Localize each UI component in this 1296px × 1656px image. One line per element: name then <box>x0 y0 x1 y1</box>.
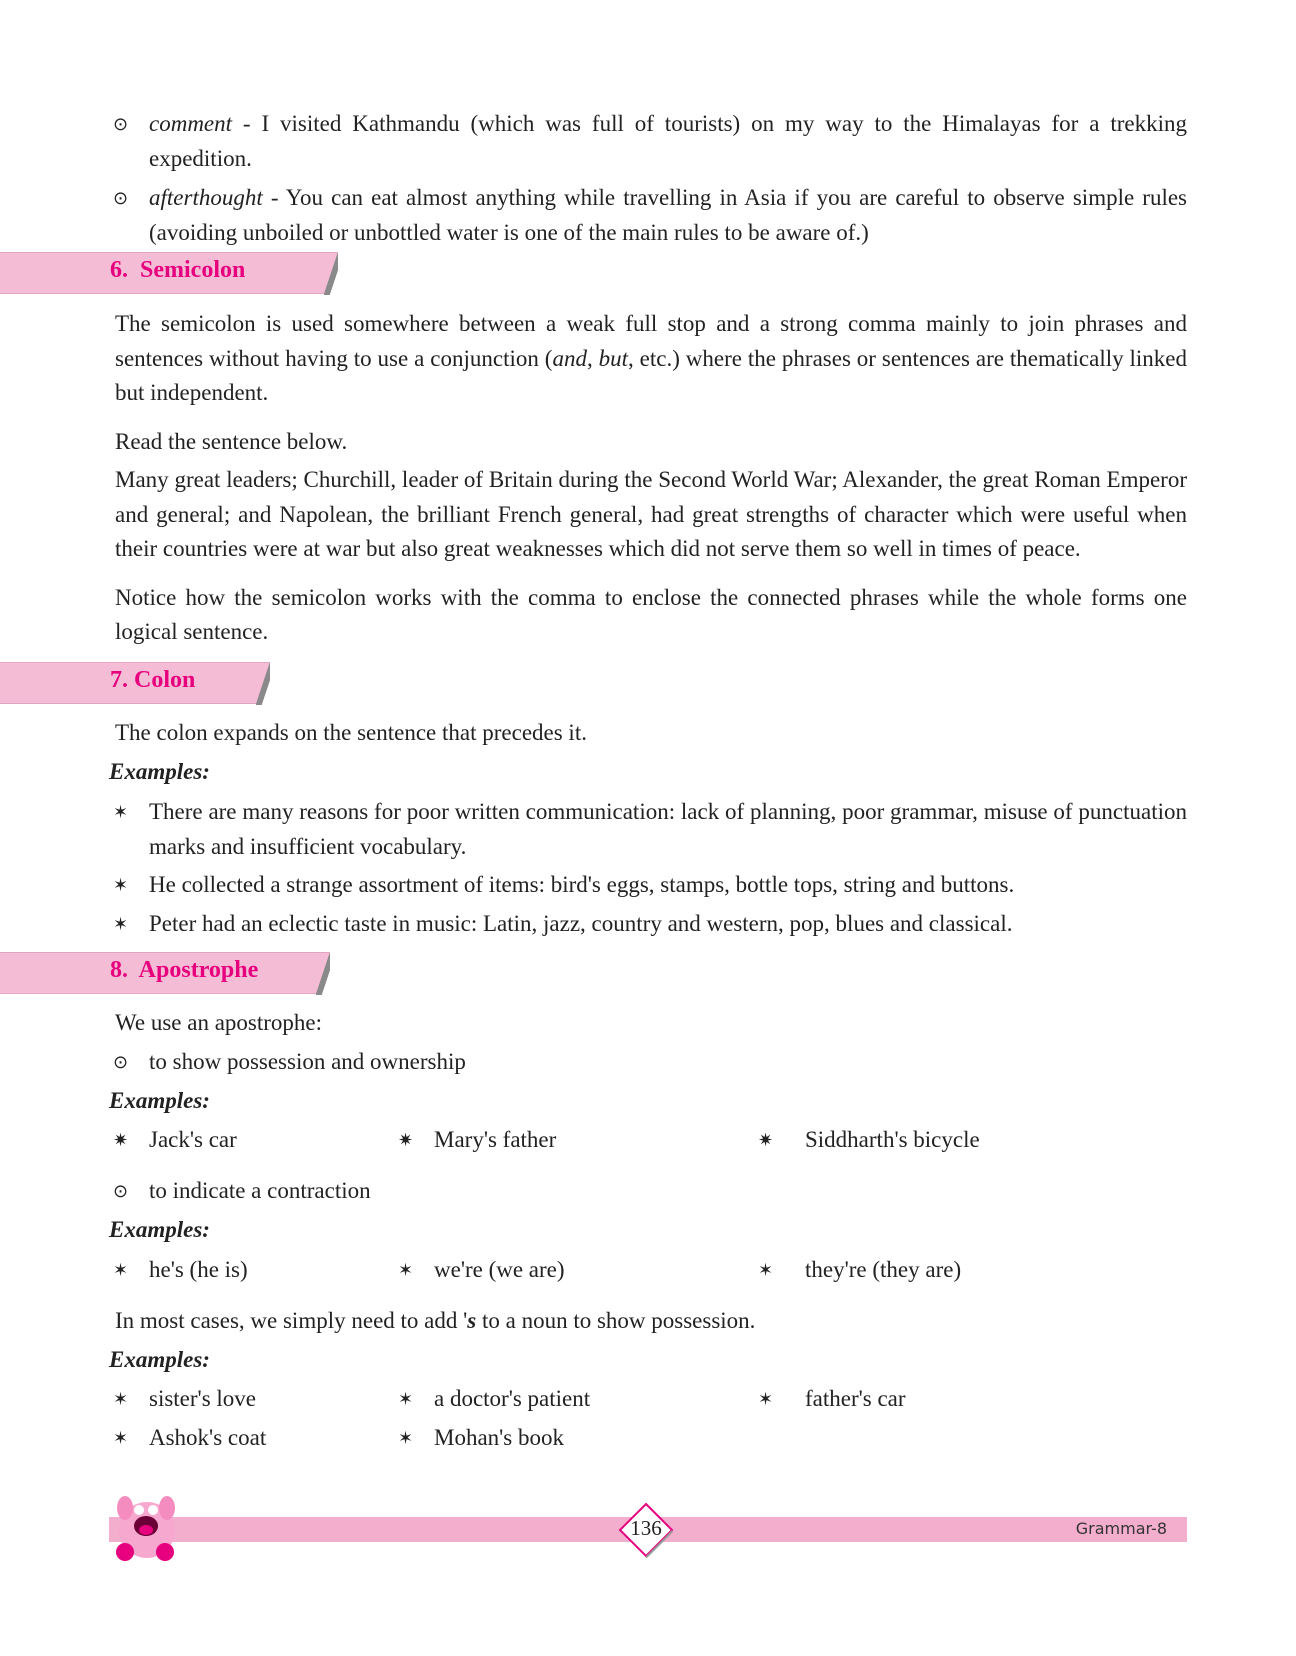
examples-row <box>113 1421 1296 1455</box>
read-instruction: Read the sentence below. <box>115 428 348 454</box>
heading-slant <box>324 253 338 295</box>
example: Mary's father <box>434 1127 557 1152</box>
examples-row <box>113 1123 1296 1157</box>
use-text: to show possession and ownership <box>149 1048 466 1074</box>
bullet-text: - I visited Kathmandu (which was full of tourists) on my way to the Himalayas for a trekking expedition. <box>149 111 1187 171</box>
t: and <box>552 345 587 371</box>
t: , <box>586 345 599 371</box>
star-bullet-icon: ✶ <box>113 1259 129 1280</box>
star-bullet-icon: ✶ <box>113 1428 129 1448</box>
circle-bullet-icon: ⊙ <box>113 1181 129 1201</box>
colon-example <box>113 907 1187 942</box>
star-bullet-icon: ✶ <box>758 1259 774 1280</box>
star-bullet-icon: ✶ <box>398 1389 414 1409</box>
circle-bullet-icon: ⊙ <box>113 1051 129 1072</box>
mascot-monster-icon <box>107 1492 187 1562</box>
use-contraction <box>113 1174 1187 1209</box>
star-bullet-icon: ✶ <box>113 913 129 934</box>
section-heading-semicolon <box>0 252 338 294</box>
semicolon-paragraph <box>115 307 1187 411</box>
star-bullet-icon: ✶ <box>113 875 129 895</box>
colon-example-text: He collected a strange assortment of items: bird's eggs, stamps, bottle tops, string and buttons. <box>149 872 1015 897</box>
page-number-badge <box>618 1502 674 1558</box>
t: The semicolon is used somewhere between a weak full stop and a strong comma mainly to join phrases and sentences without having to use a conjunction ( <box>115 311 1187 371</box>
examples-row <box>113 1382 1296 1416</box>
star-bullet-icon: ✶ <box>758 1389 774 1409</box>
examples-label: Examples: <box>109 1088 210 1113</box>
bullet-text: - You can eat almost anything while travelling in Asia if you are careful to observe simple rules (avoiding unboiled or unbottled water is one of the main rules to be aware of.) <box>149 185 1187 245</box>
heading-text: 6. Semicolon <box>110 257 246 283</box>
section-heading-colon <box>0 662 270 704</box>
star-bullet-icon: ✷ <box>758 1130 774 1150</box>
t: s <box>467 1307 477 1333</box>
t: In most cases, we simply need to add ' <box>115 1307 468 1333</box>
example: Mohan's book <box>434 1425 565 1450</box>
heading-slant <box>256 663 270 705</box>
colon-example-text: Peter had an eclectic taste in music: Latin, jazz, country and western, pop, blues and classical. <box>149 910 1013 936</box>
section-heading-apostrophe <box>0 952 330 994</box>
bullet-body <box>149 181 1187 250</box>
star-bullet-icon: ✶ <box>398 1259 414 1280</box>
apostrophe-intro: We use an apostrophe: <box>115 1010 322 1035</box>
star-bullet-icon: ✶ <box>113 1389 129 1409</box>
circle-bullet-icon: ⊙ <box>113 188 129 208</box>
example: Jack's car <box>149 1127 237 1152</box>
examples-row <box>113 1253 1296 1287</box>
heading-text: 7. Colon <box>110 666 196 693</box>
example: he's (he is) <box>149 1256 248 1282</box>
afterthought-bullet <box>113 181 1187 250</box>
star-bullet-icon: ✶ <box>113 802 129 822</box>
examples-label: Examples: <box>109 1216 210 1242</box>
examples-label: Examples: <box>109 759 210 784</box>
circle-bullet-icon: ⊙ <box>113 114 129 134</box>
t: but <box>598 345 628 371</box>
comment-bullet <box>113 107 1187 176</box>
star-bullet-icon: ✷ <box>398 1130 414 1150</box>
example: we're (we are) <box>434 1256 565 1282</box>
star-bullet-icon: ✶ <box>398 1428 414 1448</box>
term: comment <box>149 111 233 136</box>
heading-text: 8. Apostrophe <box>110 957 259 983</box>
example-sentence: Many great leaders; Churchill, leader of Britain during the Second World War; Alexander, the great Roman Emperor and general; and Napolean, the brilliant French general, had great strengths of character which were useful when their countries were at war but also great weaknesses which did not serve them so well in times of peace. <box>115 467 1187 561</box>
possession-rule <box>115 1304 1187 1339</box>
example: they're (they are) <box>805 1256 962 1282</box>
example: father's car <box>805 1386 906 1411</box>
t: to a noun to show possession. <box>476 1307 756 1333</box>
star-bullet-icon: ✷ <box>113 1130 129 1150</box>
term: afterthought <box>149 185 263 210</box>
colon-example <box>113 868 1187 903</box>
colon-example <box>113 795 1187 864</box>
heading-slant <box>316 953 330 995</box>
example: Siddharth's bicycle <box>805 1127 980 1152</box>
colon-example-text: There are many reasons for poor written communication: lack of planning, poor grammar, misuse of punctuation marks and insufficient vocabulary. <box>149 799 1187 859</box>
page-content <box>0 107 1296 1455</box>
bullet-body <box>149 107 1187 176</box>
example: sister's love <box>149 1386 256 1411</box>
examples-label: Examples: <box>109 1347 210 1372</box>
example: a doctor's patient <box>434 1386 591 1411</box>
colon-paragraph: The colon expands on the sentence that precedes it. <box>115 719 587 745</box>
book-title: Grammar-8 <box>1075 1519 1167 1538</box>
notice-paragraph: Notice how the semicolon works with the comma to enclose the connected phrases while the whole forms one logical sentence. <box>115 584 1187 644</box>
use-text: to indicate a contraction <box>149 1178 371 1203</box>
t: , etc.) where the phrases or sentences are thematically linked but independent. <box>115 345 1188 405</box>
example: Ashok's coat <box>149 1425 267 1450</box>
use-possession <box>113 1045 1187 1080</box>
page-number: 136 <box>630 1516 662 1540</box>
